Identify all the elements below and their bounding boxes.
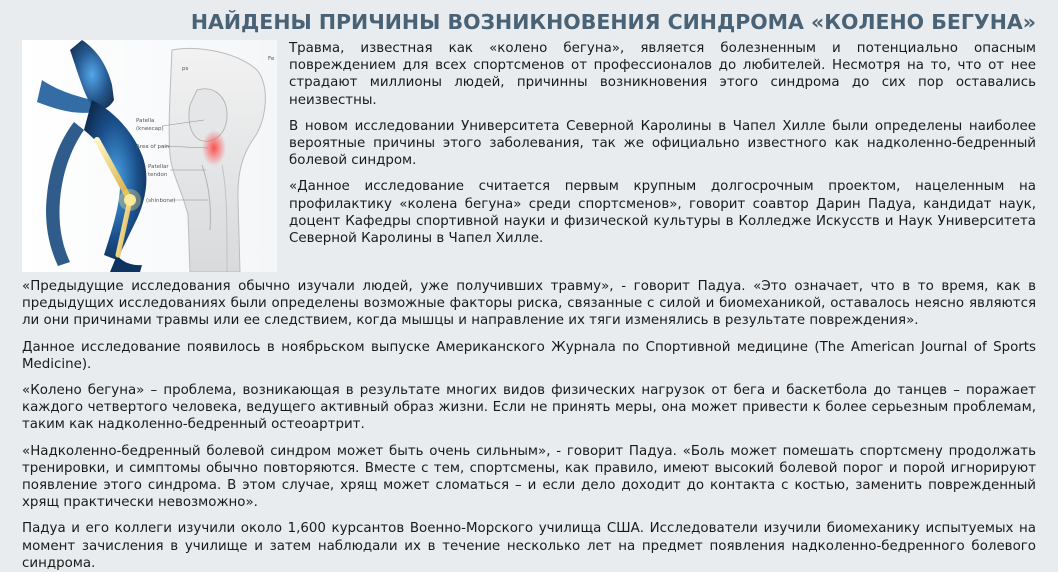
label-tendon: tendon: [148, 172, 168, 178]
article-title: НАЙДЕНЫ ПРИЧИНЫ ВОЗНИКНОВЕНИЯ СИНДРОМА «КОЛЕНО БЕГУНА»: [190, 10, 1036, 34]
article-paragraph: Данное исследование появилось в ноябрьском выпуске Американского Журнала по Спортивной медицине (The American Journal of Sports Medicine).: [22, 339, 1036, 372]
article-paragraph: «Колено бегуна» – проблема, возникающая в результате многих видов физических нагрузок от бега и баскетбола до танцев – поражает каждого четвертого человека, ведущего активный образ жизни. Если не принять меры, она может привести к более серьезным проблемам, таким как надколенно-бедренный остеоартрит.: [22, 383, 1036, 433]
article-paragraph: В новом исследовании Университета Северной Каролины в Чапел Хилле были определены наиболее вероятные причины этого заболевания, так же официально известного как надколенно-бедренный болевой синдром.: [289, 118, 1036, 169]
article-paragraph: Падуа и его коллеги изучили около 1,600 курсантов Военно-Морского училища США. Исследователи изучили биомеханику испытуемых на момент зачисления в училище и затем наблюдали их в течение несколько лет на предмет появления надколенно-бедренного болевого синдрома.: [22, 521, 1036, 571]
article-paragraph: «Надколенно-бедренный болевой синдром может быть очень сильным», - говорит Падуа. «Боль может помешать спортсмену продолжать тренировки, и симптомы обычно повторяются. Вместе с тем, спортсмены, как правило, имеют высокий болевой порог и порой игнорируют появление этого синдрома. В этом случае, хрящ может сломаться – и если дело доходит до контакта с костью, заменить поврежденный хрящ практически невозможно».: [22, 443, 1036, 511]
label-patellar: Patellar: [148, 164, 169, 170]
runner-knee-figure-svg: [22, 40, 277, 272]
label-shinbone: (shinbone): [146, 198, 176, 204]
label-kneecap: (kneecap): [136, 126, 164, 132]
article-paragraph: «Данное исследование считается первым крупным долгосрочным проектом, нацеленным на профилактику «колена бегуна» среди спортсменов», говорит соавтор Дарин Падуа, кандидат наук, доцент Кафедры спортивной науки и физической культуры в Колледже Искусств и Наук Университета Северной Каролины в Чапел Хилле.: [289, 179, 1036, 247]
label-fe: Fe: [268, 56, 275, 62]
article-paragraph: Травма, известная как «колено бегуна», является болезненным и потенциально опасным повреждением для всех спортсменов от профессионалов до любителей. Несмотря на то, что от нее страдают миллионы людей, причинны возникновения этого синдрома до сих пор оставались неизвестны.: [289, 41, 1036, 108]
article-body: [22, 40, 1036, 572]
label-area-of-pain: Area of pain: [136, 144, 170, 150]
label-patella: Patella: [136, 118, 155, 124]
runner-knee-illustration: [22, 40, 277, 272]
article-paragraph: «Предыдущие исследования обычно изучали людей, уже получивших травму», - говорит Падуа. «Это означает, что в то время, как в предыдущих исследованиях были определены возможные факторы риска, связанные с силой и биомеханикой, оставалось неясно являются ли они причинами травмы или ее следствием, когда мышцы и направление их тяги изменялись в результате повреждения».: [22, 279, 1036, 329]
knee-anatomy-drawing: [169, 48, 265, 272]
label-ps: ps: [182, 66, 189, 72]
runner-body-drawing: [37, 40, 146, 272]
